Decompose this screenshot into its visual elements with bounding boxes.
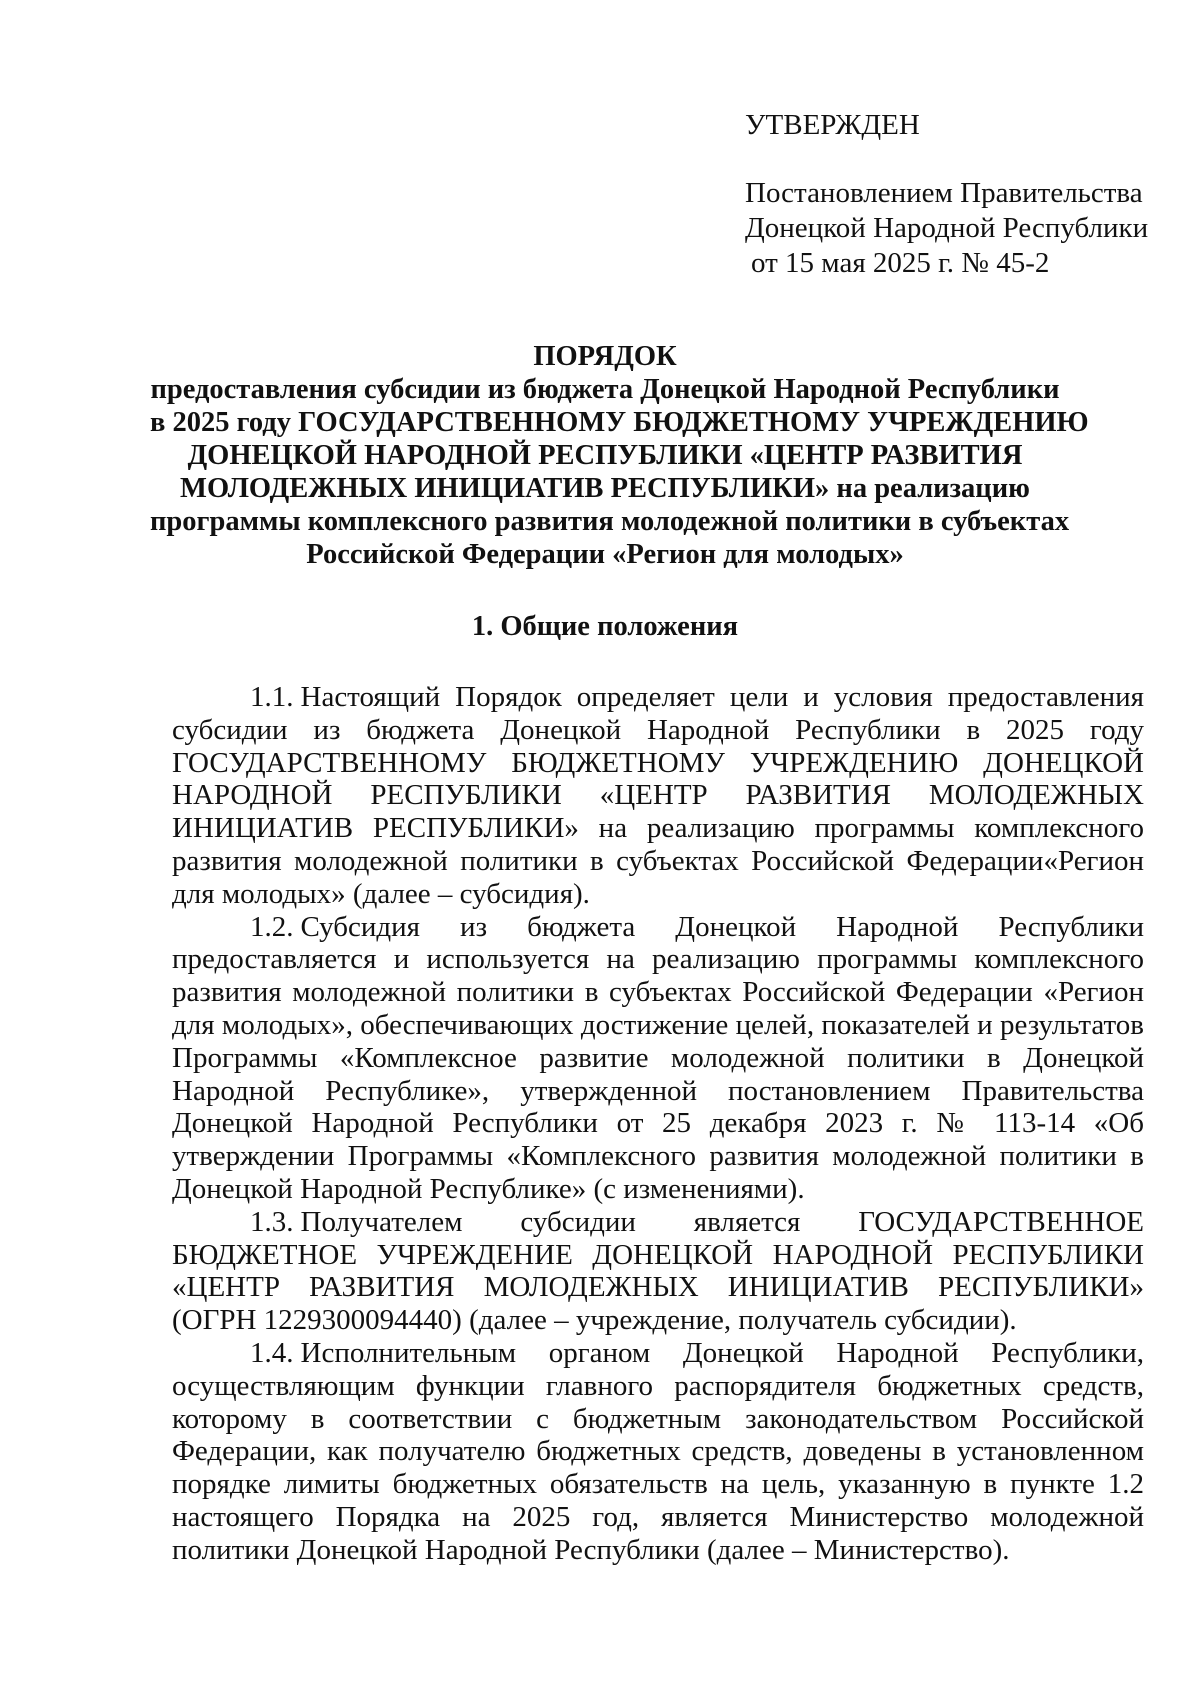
- clause-paragraph: [172, 1337, 1144, 1567]
- clause-number: 1.2.: [250, 910, 294, 943]
- title-line: ДОНЕЦКОЙ НАРОДНОЙ РЕСПУБЛИКИ «ЦЕНТР РАЗВИТИЯ: [187, 440, 1023, 471]
- section-heading: 1. Общие положения: [471, 611, 739, 642]
- clause-paragraph: [172, 911, 1144, 1206]
- approval-line: от 15 мая 2025 г. № 45-2: [751, 247, 1050, 279]
- clause-paragraph: [172, 1206, 1144, 1337]
- clause-text: Получателем субсидии является ГОСУДАРСТВЕННОЕ БЮДЖЕТНОЕ УЧРЕЖДЕНИЕ ДОНЕЦКОЙ НАРОДНОЙ РЕСПУБЛИКИ «ЦЕНТР РАЗВИТИЯ МОЛОДЕЖНЫХ ИНИЦИАТИВ РЕСПУБЛИКИ» (ОГРН 1229300094440) (далее – учреждение, получатель субсидии).: [172, 1205, 1144, 1337]
- title-line: программы комплексного развития молодежной политики в субъектах: [150, 506, 1070, 537]
- title-line: в 2025 году ГОСУДАРСТВЕННОМУ БЮДЖЕТНОМУ УЧРЕЖДЕНИЮ: [150, 407, 1089, 438]
- approval-line: Постановлением Правительства: [745, 177, 1143, 209]
- approval-stamp: УТВЕРЖДЕН: [745, 109, 920, 141]
- approval-block: [745, 108, 1165, 281]
- clause-number: 1.4.: [250, 1336, 294, 1369]
- title-heading: ПОРЯДОК: [533, 341, 677, 372]
- document-title: [150, 340, 1089, 571]
- section-body: [172, 681, 1144, 1567]
- approval-line: Донецкой Народной Республики: [745, 212, 1149, 244]
- title-line: МОЛОДЕЖНЫХ ИНИЦИАТИВ РЕСПУБЛИКИ» на реализацию: [180, 473, 1030, 504]
- clause-paragraph: [172, 681, 1144, 911]
- title-line: предоставления субсидии из бюджета Донецкой Народной Республики: [150, 374, 1060, 405]
- clause-text: Исполнительным органом Донецкой Народной Республики, осуществляющим функции главного распорядителя бюджетных средств, которому в соответствии с бюджетным законодательством Российской Федерации, как получателю бюджетных средств, доведены в установленном порядке лимиты бюджетных обязательств на цель, указанную в пункте 1.2 настоящего Порядка на 2025 год, является Министерство молодежной политики Донецкой Народной Республики (далее – Министерство).: [172, 1336, 1144, 1566]
- clause-number: 1.1.: [250, 681, 294, 713]
- clause-text: Субсидия из бюджета Донецкой Народной Республики предоставляется и используется на реализацию программы комплексного развития молодежной политики в субъектах Российской Федерации «Регион для молодых», обеспечивающих достижение целей, показателей и результатов Программы «Комплексное развитие молодежной политики в Донецкой Народной Республике», утвержденной постановлением Правительства Донецкой Народной Республики от 25 декабря 2023 г. № 113-14 «Об утверждении Программы «Комплексного развития молодежной политики в Донецкой Народной Республике» (с изменениями).: [172, 910, 1144, 1205]
- clause-text: Настоящий Порядок определяет цели и условия предоставления субсидии из бюджета Донецкой Народной Республики в 2025 году ГОСУДАРСТВЕННОМУ БЮДЖЕТНОМУ УЧРЕЖДЕНИЮ ДОНЕЦКОЙ НАРОДНОЙ РЕСПУБЛИКИ «ЦЕНТР РАЗВИТИЯ МОЛОДЕЖНЫХ ИНИЦИАТИВ РЕСПУБЛИКИ» на реализацию программы комплексного развития молодежной политики в субъектах Российской Федерации«Регион для молодых» (далее – субсидия).: [172, 681, 1144, 910]
- clause-number: 1.3.: [250, 1205, 294, 1238]
- title-line: Российской Федерации «Регион для молодых»: [306, 539, 904, 570]
